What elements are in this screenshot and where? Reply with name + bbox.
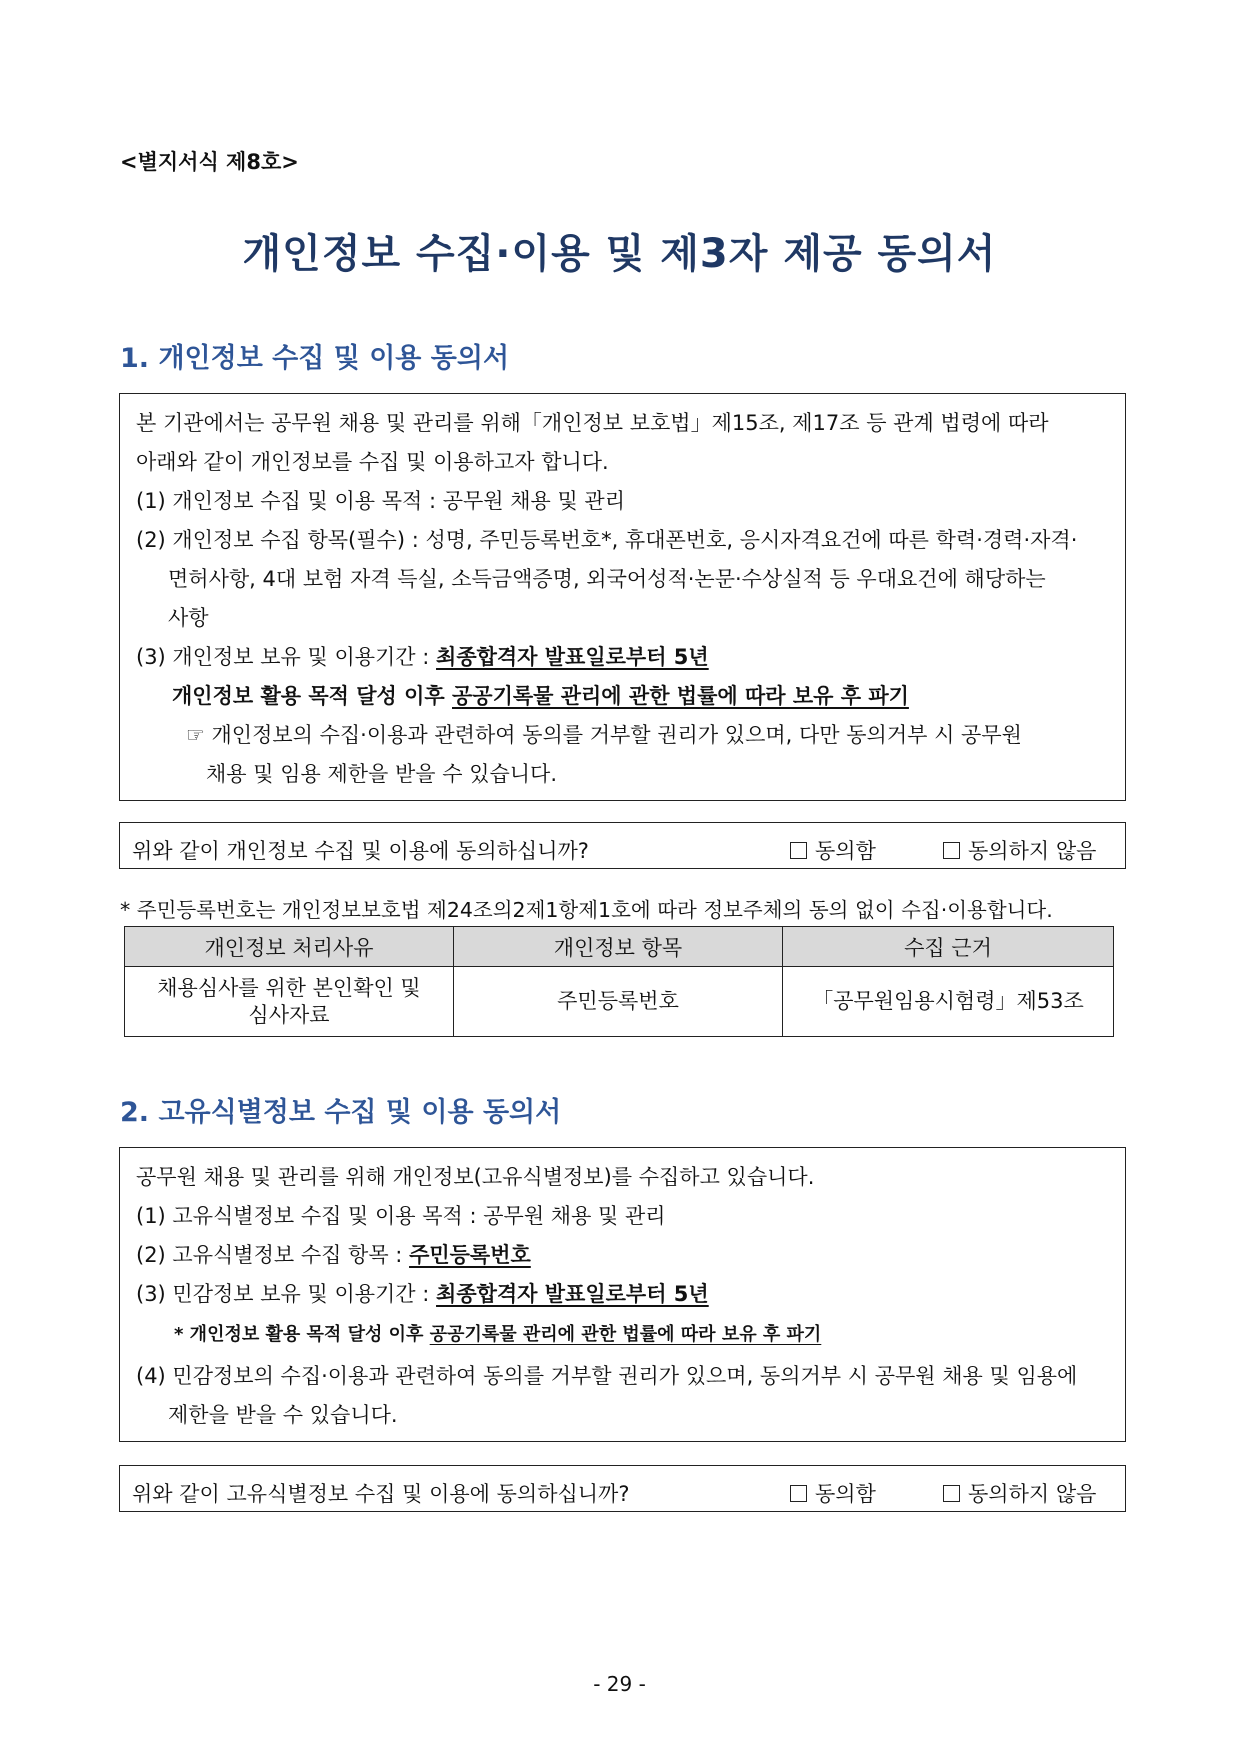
section1-content-box xyxy=(119,393,1126,801)
section2-agree-label: 동의함 xyxy=(815,1482,876,1506)
rrn-note: * 주민등록번호는 개인정보보호법 제24조의2제1항제1호에 따라 정보주체의 동의 없이 수집·이용합니다. xyxy=(120,898,1053,922)
section1-agree-label: 동의함 xyxy=(815,839,876,863)
section2-item2-value: 주민등록번호 xyxy=(409,1243,531,1267)
section1-agree-option[interactable] xyxy=(790,835,876,865)
section1-item3 xyxy=(136,647,709,668)
section2-consent-box xyxy=(119,1465,1126,1512)
section2-disagree-option[interactable] xyxy=(943,1478,1096,1508)
page-number: - 29 - xyxy=(593,1672,646,1696)
section2-consent-question: 위와 같이 고유식별정보 수집 및 이용에 동의하십니까? xyxy=(132,1482,630,1506)
section1-heading: 1. 개인정보 수집 및 이용 동의서 xyxy=(120,343,510,374)
section2-item3 xyxy=(136,1284,709,1305)
rrn-table-reason-cell xyxy=(125,967,454,1037)
section2-item1: (1) 고유식별정보 수집 및 이용 목적 : 공무원 채용 및 관리 xyxy=(136,1204,666,1228)
section1-dispose-prefix: 개인정보 활용 목적 달성 이후 xyxy=(172,684,452,708)
table-row xyxy=(125,967,1114,1037)
section2-dispose-law: 공공기록물 관리에 관한 법률에 따라 보유 후 파기 xyxy=(429,1324,822,1345)
form-number: <별지서식 제8호> xyxy=(120,150,299,174)
section1-refuse-line2: 채용 및 임용 제한을 받을 수 있습니다. xyxy=(206,762,558,786)
section1-intro-line1: 본 기관에서는 공무원 채용 및 관리를 위해「개인정보 보호법」제15조, 제17조 등 관계 법령에 따라 xyxy=(136,411,1049,435)
section1-retention-period: 최종합격자 발표일로부터 5년 xyxy=(436,645,709,669)
section1-item2-line1: (2) 개인정보 수집 항목(필수) : 성명, 주민등록번호*, 휴대폰번호, 응시자격요건에 따른 학력·경력·자격· xyxy=(136,528,1078,552)
section1-disagree-option[interactable] xyxy=(943,835,1096,865)
rrn-table-header: 개인정보 처리사유 xyxy=(125,927,454,967)
section2-item2-label: (2) 고유식별정보 수집 항목 : xyxy=(136,1243,410,1267)
section2-item4-line1: (4) 민감정보의 수집·이용과 관련하여 동의를 거부할 권리가 있으며, 동의거부 시 공무원 채용 및 임용에 xyxy=(136,1364,1078,1388)
section2-item2 xyxy=(136,1245,531,1266)
section2-content-box xyxy=(119,1147,1126,1442)
section2-retention-period: 최종합격자 발표일로부터 5년 xyxy=(436,1282,709,1306)
rrn-table xyxy=(124,926,1114,1037)
section2-heading: 2. 고유식별정보 수집 및 이용 동의서 xyxy=(120,1097,562,1128)
section2-intro: 공무원 채용 및 관리를 위해 개인정보(고유식별정보)를 수집하고 있습니다. xyxy=(136,1165,815,1189)
rrn-reason-line2: 심사자료 xyxy=(248,1002,330,1027)
section2-item4-line2: 제한을 받을 수 있습니다. xyxy=(168,1403,398,1427)
section1-consent-question: 위와 같이 개인정보 수집 및 이용에 동의하십니까? xyxy=(132,839,589,863)
section2-item3-label: (3) 민감정보 보유 및 이용기간 : xyxy=(136,1282,437,1306)
section1-disagree-checkbox[interactable] xyxy=(943,842,960,859)
rrn-table-item-cell: 주민등록번호 xyxy=(454,967,783,1037)
section1-item1: (1) 개인정보 수집 및 이용 목적 : 공무원 채용 및 관리 xyxy=(136,489,626,513)
section1-disagree-label: 동의하지 않음 xyxy=(968,839,1097,863)
section1-intro-line2: 아래와 같이 개인정보를 수집 및 이용하고자 합니다. xyxy=(136,450,609,474)
rrn-table-header: 개인정보 항목 xyxy=(454,927,783,967)
section2-agree-checkbox[interactable] xyxy=(790,1485,807,1502)
section2-dispose-line xyxy=(174,1326,821,1344)
section1-consent-box xyxy=(119,822,1126,869)
section1-item2-line2: 면허사항, 4대 보험 자격 득실, 소득금액증명, 외국어성적·논문·수상실적 등 우대요건에 해당하는 xyxy=(168,567,1046,591)
section1-dispose-law: 공공기록물 관리에 관한 법률에 따라 보유 후 파기 xyxy=(452,684,909,708)
section1-dispose-line xyxy=(172,686,909,707)
rrn-reason-line1: 채용심사를 위한 본인확인 및 xyxy=(157,976,421,1001)
section1-agree-checkbox[interactable] xyxy=(790,842,807,859)
section1-item2-line3: 사항 xyxy=(168,606,209,630)
section1-refuse-line1: ☞ 개인정보의 수집·이용과 관련하여 동의를 거부할 권리가 있으며, 다만 동의거부 시 공무원 xyxy=(186,723,1022,747)
section1-item3-label: (3) 개인정보 보유 및 이용기간 : xyxy=(136,645,437,669)
section2-disagree-label: 동의하지 않음 xyxy=(968,1482,1097,1506)
section2-disagree-checkbox[interactable] xyxy=(943,1485,960,1502)
rrn-table-header-row xyxy=(125,927,1114,967)
section2-agree-option[interactable] xyxy=(790,1478,876,1508)
rrn-table-header: 수집 근거 xyxy=(783,927,1114,967)
section2-dispose-prefix: * 개인정보 활용 목적 달성 이후 xyxy=(174,1324,430,1345)
rrn-table-basis-cell: 「공무원임용시험령」제53조 xyxy=(783,967,1114,1037)
page-title: 개인정보 수집·이용 및 제3자 제공 동의서 xyxy=(242,231,997,277)
